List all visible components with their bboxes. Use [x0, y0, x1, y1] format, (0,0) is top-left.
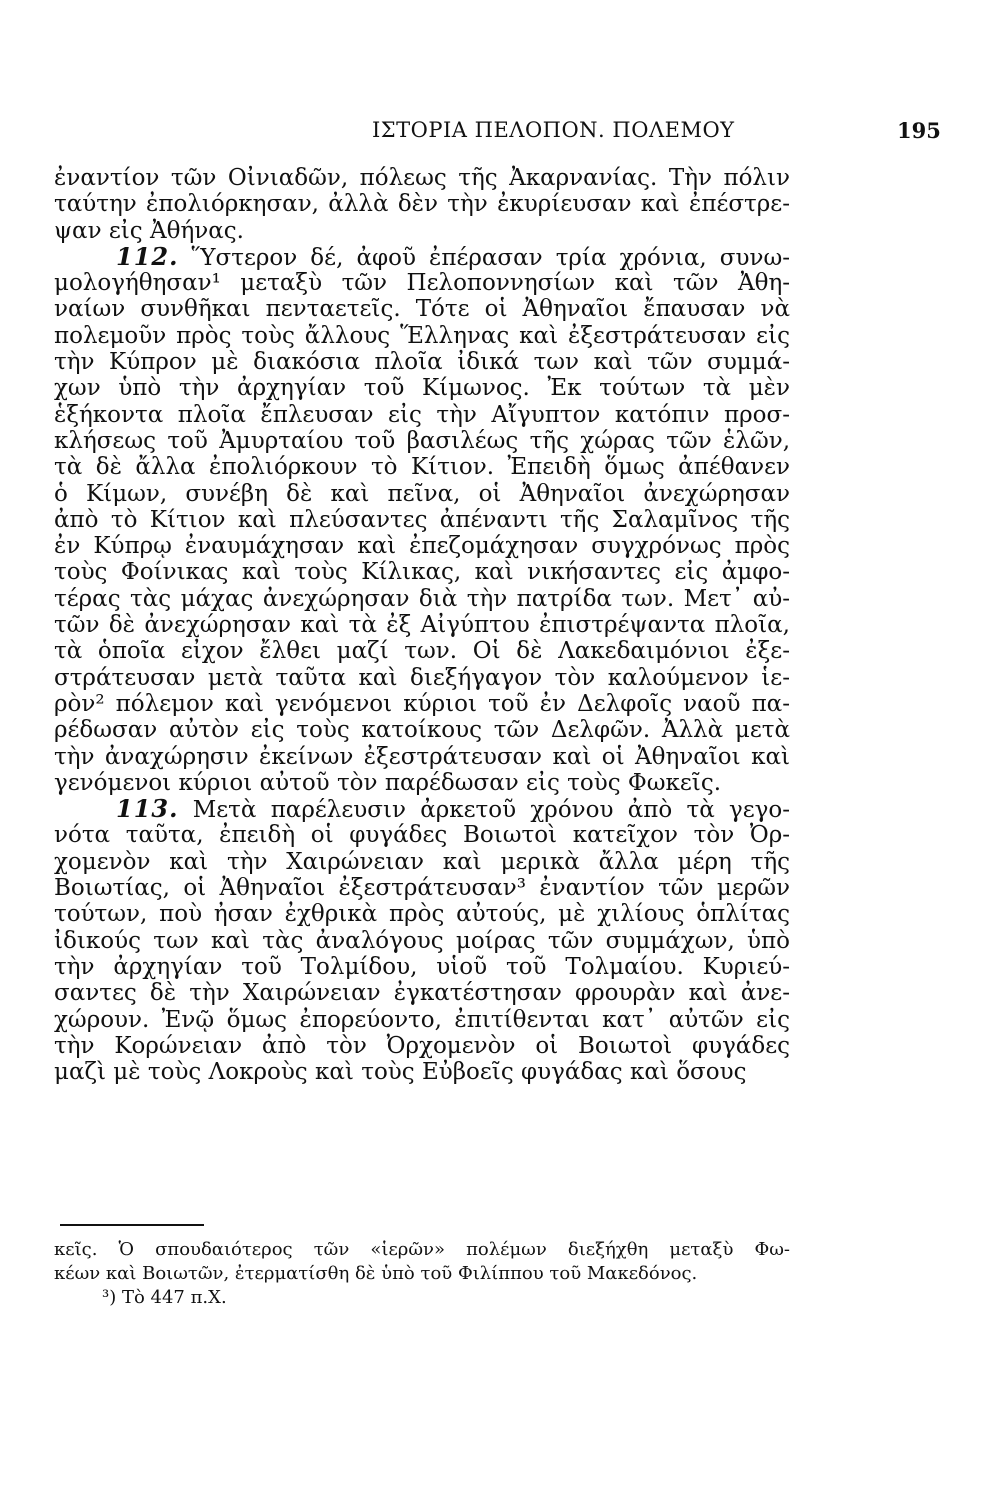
section-112-first-line [54, 244, 790, 270]
text-line: ψαν εἰς Ἀθήνας. [54, 217, 244, 244]
text-line: νότα ταῦτα, ἐπειδὴ οἱ φυγάδες Βοιωτοὶ κατεῖχον τὸν Ὀρ- [54, 822, 790, 849]
footnote-line: κεῖς. Ὁ σπουδαιότερος τῶν «ἱερῶν» πολέμων διεξήχθη μεταξὺ Φω- [54, 1239, 790, 1260]
text-line: κλήσεως τοῦ Ἀμυρταίου τοῦ βασιλέως τῆς χώρας τῶν ἑλῶν, [54, 427, 790, 454]
section-112 [54, 270, 790, 796]
section-113 [54, 822, 790, 1085]
footnote-3: ³) Τὸ 447 π.Χ. [102, 1287, 227, 1308]
text-line: ἐν Κύπρῳ ἐναυμάχησαν καὶ ἐπεζομάχησαν συγχρόνως πρὸς [54, 533, 790, 560]
text-line: ἰδικούς των καὶ τὰς ἀναλόγους μοίρας τῶν συμμάχων, ὑπὸ [54, 927, 790, 954]
text-line: μολογήθησαν¹ μεταξὺ τῶν Πελοποννησίων καὶ τῶν Ἀθη- [54, 270, 790, 297]
footnote-rule [60, 1224, 204, 1226]
text-line: τὴν ἀρχηγίαν τοῦ Τολμίδου, υἱοῦ τοῦ Τολμαίου. Κυριεύ- [54, 953, 790, 980]
text-line: ἐναντίον τῶν Οἰνιαδῶν, πόλεως τῆς Ἀκαρνανίας. Τὴν πόλιν [54, 165, 790, 191]
text-line: τὴν Κορώνειαν ἀπὸ τὸν Ὀρχομενὸν οἱ Βοιωτοὶ φυγάδες [54, 1032, 790, 1059]
body-text [54, 165, 790, 1085]
text-line: χομενὸν καὶ τὴν Χαιρώνειαν καὶ μερικὰ ἄλλα μέρη τῆς [54, 848, 790, 875]
text-line: τὰ δὲ ἄλλα ἐπολιόρκουν τὸ Κίτιον. Ἐπειδὴ ὅμως ἀπέθανεν [54, 454, 790, 481]
footnotes [54, 1238, 790, 1310]
text-span: Ὕστερον δέ, ἀφοῦ ἐπέρασαν τρία χρόνια, συνω- [191, 244, 790, 271]
text-line: Βοιωτίας, οἱ Ἀθηναῖοι ἐξεστράτευσαν³ ἐναντίον τῶν μερῶν [54, 875, 790, 902]
text-line: χώρουν. Ἐνῷ ὅμως ἐπορεύοντο, ἐπιτίθενται κατ᾽ αὐτῶν εἰς [54, 1006, 790, 1033]
page-number: 195 [897, 118, 941, 143]
text-line: μαζὶ μὲ τοὺς Λοκροὺς καὶ τοὺς Εὐβοεῖς φυγάδας καὶ ὅσους [54, 1059, 747, 1086]
running-title: ΙΣΤΟΡΙΑ ΠΕΛΟΠΟΝ. ΠΟΛΕΜΟΥ [372, 118, 735, 142]
section-number: 113. [116, 796, 179, 823]
text-line: τοὺς Φοίνικας καὶ τοὺς Κίλικας, καὶ νικήσαντες εἰς ἀμφο- [54, 559, 790, 586]
text-line: ναίων συνθῆκαι πενταετεῖς. Τότε οἱ Ἀθηναῖοι ἔπαυσαν νὰ [54, 296, 790, 323]
footnote-line: κέων καὶ Βοιωτῶν, ἐτερματίσθη δὲ ὑπὸ τοῦ Φιλίππου τοῦ Μακεδόνος. [54, 1263, 698, 1284]
text-line: τῶν δὲ ἀνεχώρησαν καὶ τὰ ἐξ Αἰγύπτου ἐπιστρέψαντα πλοῖα, [54, 612, 790, 639]
text-line: τὴν ἀναχώρησιν ἐκείνων ἐξεστράτευσαν καὶ οἱ Ἀθηναῖοι καὶ [54, 743, 790, 770]
text-line: τέρας τὰς μάχας ἀνεχώρησαν διὰ τὴν πατρίδα των. Μετ᾽ αὐ- [54, 585, 790, 612]
text-line: πολεμοῦν πρὸς τοὺς ἄλλους Ἕλληνας καὶ ἐξεστράτευσαν εἰς [54, 322, 790, 349]
text-line: ταύτην ἐπολιόρκησαν, ἀλλὰ δὲν τὴν ἐκυρίευσαν καὶ ἐπέστρε- [54, 191, 790, 218]
running-header [0, 118, 984, 152]
text-line: ρέδωσαν αὐτὸν εἰς τοὺς κατοίκους τῶν Δελφῶν. Ἀλλὰ μετὰ [54, 717, 790, 744]
text-line: ἑξήκοντα πλοῖα ἔπλευσαν εἰς τὴν Αἴγυπτον κατόπιν προσ- [54, 401, 790, 428]
text-line: τὰ ὁποῖα εἶχον ἔλθει μαζί των. Οἱ δὲ Λακεδαιμόνιοι ἐξε- [54, 638, 790, 665]
text-span: Μετὰ παρέλευσιν ἀρκετοῦ χρόνου ἀπὸ τὰ γεγο- [192, 797, 790, 823]
text-line: ρὸν² πόλεμον καὶ γενόμενοι κύριοι τοῦ ἐν Δελφοῖς ναοῦ πα- [54, 690, 790, 717]
text-line: τὴν Κύπρον μὲ διακόσια πλοῖα ἰδικά των καὶ τῶν συμμά- [54, 349, 790, 376]
text-line: τούτων, ποὺ ἦσαν ἐχθρικὰ πρὸς αὐτούς, μὲ χιλίους ὁπλίτας [54, 901, 790, 928]
text-line: ὁ Κίμων, συνέβη δὲ καὶ πεῖνα, οἱ Ἀθηναῖοι ἀνεχώρησαν [54, 480, 790, 507]
text-line: στράτευσαν μετὰ ταῦτα καὶ διεξήγαγον τὸν καλούμενον ἱε- [54, 664, 790, 691]
text-line: γενόμενοι κύριοι αὐτοῦ τὸν παρέδωσαν εἰς τοὺς Φωκεῖς. [54, 769, 722, 796]
text-line: χων ὑπὸ τὴν ἀρχηγίαν τοῦ Κίμωνος. Ἐκ τούτων τὰ μὲν [54, 375, 790, 402]
section-number: 112. [116, 243, 179, 271]
section-113-first-line [54, 796, 790, 822]
text-line: σαντες δὲ τὴν Χαιρώνειαν ἐγκατέστησαν φρουρὰν καὶ ἀνε- [54, 980, 790, 1007]
text-line: ἀπὸ τὸ Κίτιον καὶ πλεύσαντες ἀπέναντι τῆς Σαλαμῖνος τῆς [54, 506, 790, 533]
